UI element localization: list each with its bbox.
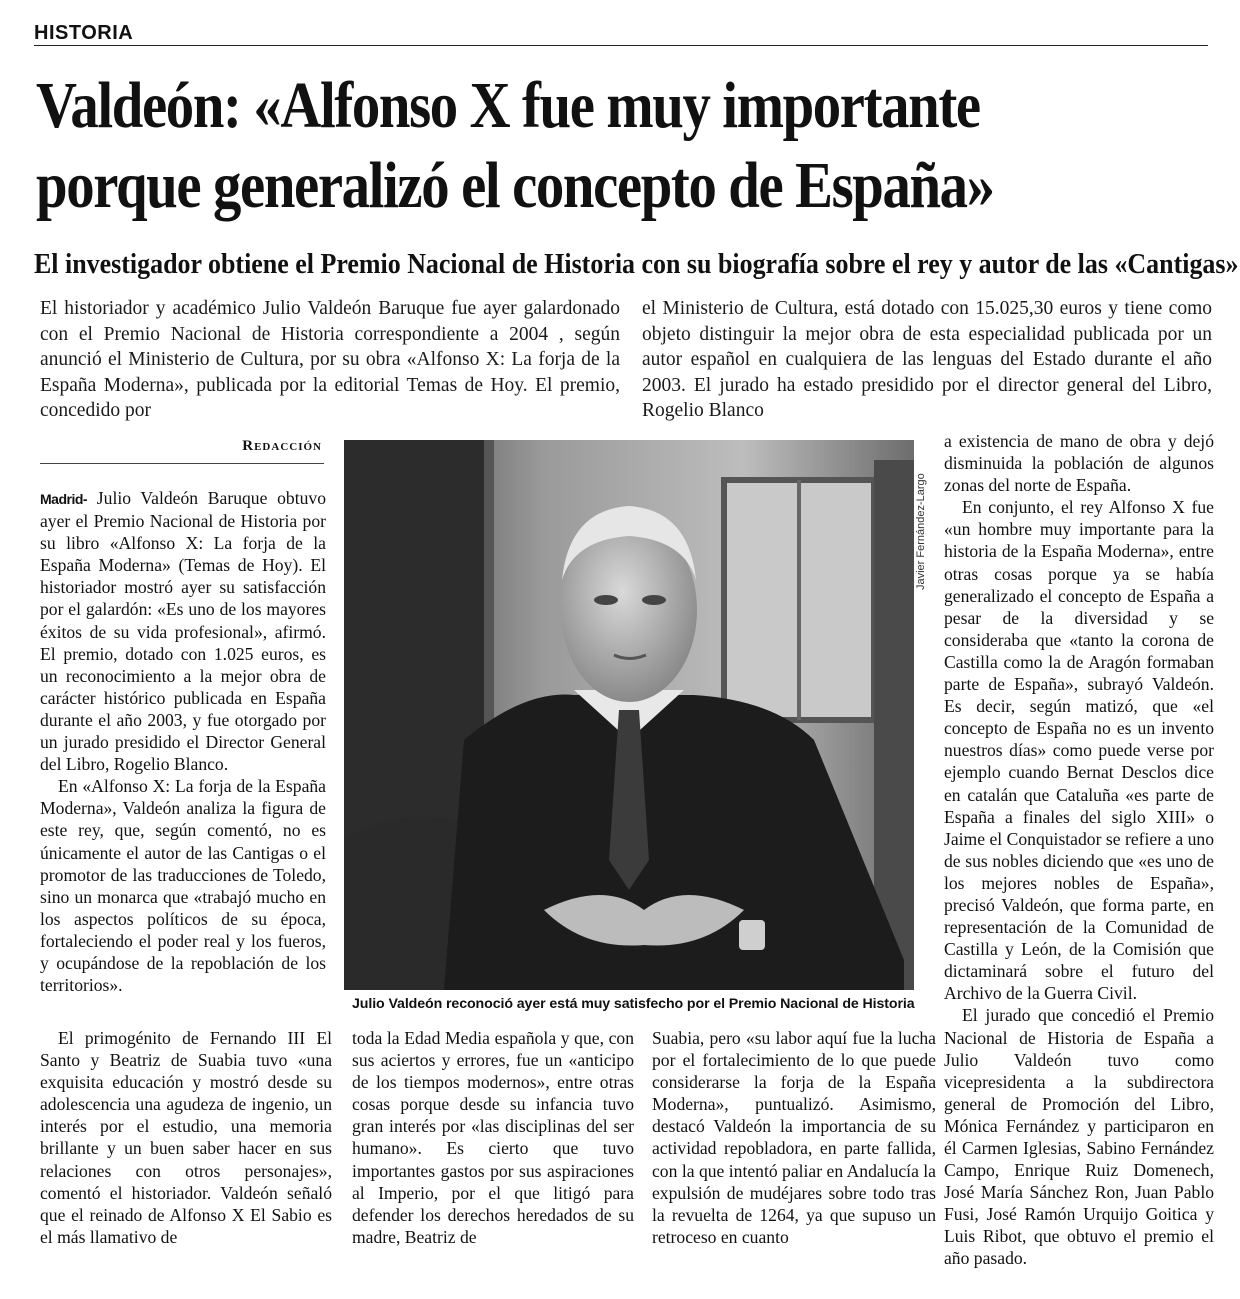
headline-line-2: porque generalizó el concepto de España» xyxy=(36,149,994,222)
column-1-paragraph-1: Julio Valdeón Baruque obtuvo ayer el Premio Nacional de Historia por su libro «Alfonso X: La forja de la España Moderna» (Temas de Hoy). El historiador mostró ayer su satisfacción por el galardón: «Es uno de los mayores éxitos de su vida profesional», afirmó. El premio, dotado con 1.025 euros, es un reconocimiento a la mejor obra de carácter histórico publicada en España durante el año 2003, y fue otorgado por un jurado presidido el Director General del Libro, Rogelio Blanco. xyxy=(40,488,326,775)
column-1-paragraph-3: El primogénito de Fernando III El Santo y Beatriz de Suabia tuvo «una exquisita educación y mostró desde su adolescencia una agudeza de ingenio, un interés por el estudio, una memoria brillante y un buen saber hacer en sus relaciones con otros personajes», comentó el historiador. Valdeón señaló que el reinado de Alfonso X El Sabio es el más llamativo de xyxy=(40,1028,332,1247)
column-3-paragraph: Suabia, pero «su labor aquí fue la lucha por el fortalecimiento de lo que puede considerarse la forja de la España Moderna», puntualizó. Asimismo, destacó Valdeón la importancia de su actividad repobladora, en parte fallida, con la que intentó paliar en Andalucía la expulsión de mudéjares sobre todo tras la revuelta de 1264, ya que supuso un retroceso en cuanto xyxy=(652,1028,936,1247)
headline xyxy=(36,66,1051,226)
section-rule xyxy=(34,45,1208,46)
article-column-1-continued xyxy=(40,1027,332,1248)
lead-paragraph-left: El historiador y académico Julio Valdeón Baruque fue ayer galardonado con el Premio Nacional de Historia correspondiente a 2004 , según anunció el Ministerio de Cultura, por su obra «Alfonso X: La forja de la España Moderna», publicada por la editorial Temas de Hoy. El premio, concedido por xyxy=(40,298,620,421)
column-2-paragraph: toda la Edad Media española y que, con sus aciertos y errores, fue un «anticipo de los tiempos modernos», entre otras cosas porque desde su infancia tuvo gran interés por «las disciplinas del ser humano». Es cierto que tuvo importantes gastos por sus aspiraciones al Imperio, por el que litigó para defender los derechos heredados de su madre, Beatriz de xyxy=(352,1028,634,1247)
lead-paragraph-right: el Ministerio de Cultura, está dotado con 15.025,30 euros y tiene como objeto distinguir la mejor obra de esta especialidad publicada por un autor español en cualquiera de las lenguas del Estado durante el año 2003. El jurado ha estado presidido por el director general del Libro, Rogelio Blanco xyxy=(642,298,1212,421)
headline-line-1: Valdeón: «Alfonso X fue muy importante xyxy=(36,69,980,142)
byline-rule xyxy=(40,463,324,464)
article-column-2 xyxy=(352,1027,634,1248)
column-4-paragraph-2: En conjunto, el rey Alfonso X fue «un hombre muy importante para la historia de la España Moderna», entre otras cosas porque ya se había generalizado el concepto de España a pesar de la diversidad y se consideraba que «tanto la corona de Castilla como la de Aragón formaban parte de España», subrayó Valdeón. Es decir, según matizó, que «el concepto de España no es un invento nuestros días» como puede verse por ejemplo cuando Bernat Desclos dice en catalán que Cataluña «es parte de España a finales del siglo XIII» o Jaime el Conquistador se refiere a uno de sus nobles diciendo que «es uno de los mejores nobles de España», precisó Valdeón, que forma parte, en representación de la Comunidad de Castilla y León, de la Comisión que dictaminará sobre el futuro del Archivo de la Guerra Civil. xyxy=(944,497,1214,1004)
photo-caption: Julio Valdeón reconoció ayer está muy satisfecho por el Premio Nacional de Historia xyxy=(352,996,915,1012)
byline: Redacción xyxy=(242,438,322,454)
column-4-paragraph-1: a existencia de mano de obra y dejó disminuida la población de algunos zonas del norte de España. xyxy=(944,431,1214,496)
column-1-paragraph-2: En «Alfonso X: La forja de la España Moderna», Valdeón analiza la figura de este rey, que, según comentó, no es únicamente el autor de las Cantigas o el promotor de las traducciones de Toledo, sino un monarca que «trabajó mucho en los aspectos políticos de su época, fortaleciendo el poder real y los fueros, y ocupándose de la repoblación de los territorios». xyxy=(40,776,326,996)
article-column-1 xyxy=(40,487,326,996)
subhead: El investigador obtiene el Premio Nacional de Historia con su biografía sobre el rey y autor de las «Cantigas» xyxy=(34,248,1239,280)
article-column-4 xyxy=(944,430,1214,1290)
column-4-paragraph-3: El jurado que concedió el Premio Nacional de Historia de España a Julio Valdeón tuvo como vicepresidenta a la subdirectora general de Promoción del Libro, Mónica Fernández y participaron en él Carmen Iglesias, Sabino Fernández Campo, Enrique Ruiz Domenech, José María Sánchez Ron, Juan Pablo Fusi, José Ramón Urquijo Goitica y Luis Ribot, que obtuvo el premio el año pasado. xyxy=(944,1005,1214,1269)
section-label: HISTORIA xyxy=(34,22,134,44)
photo-credit: Javier Fernández-Largo xyxy=(915,473,927,590)
article-column-3 xyxy=(652,1027,936,1248)
dateline: Madrid- xyxy=(40,491,88,507)
portrait-photo xyxy=(344,440,914,990)
